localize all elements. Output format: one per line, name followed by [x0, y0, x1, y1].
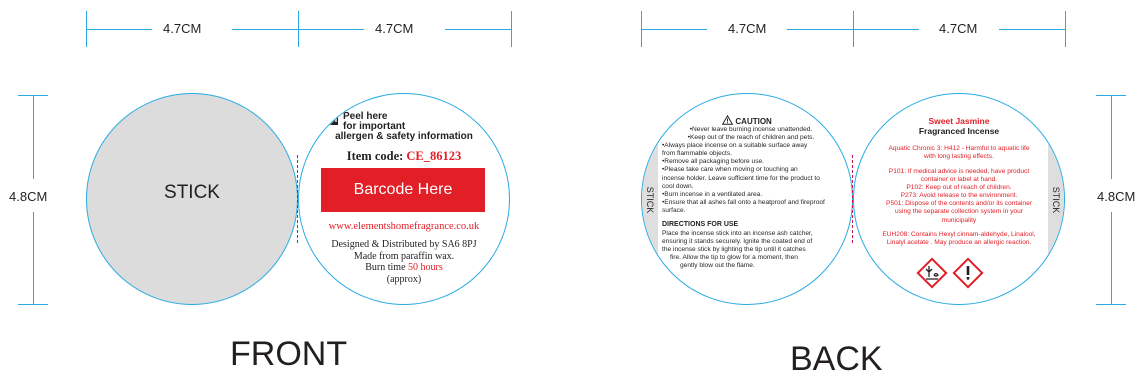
front-info-circle	[298, 93, 510, 305]
front-stick-label: STICK	[164, 182, 220, 203]
caution-line: incense holder. Leave sufficient time for the product to	[662, 174, 820, 182]
dim-line	[33, 95, 34, 179]
caution-line: •Ensure that all ashes fall onto a heatproof and fireproof	[662, 198, 825, 206]
front-stick-circle	[86, 93, 298, 305]
hazard-block-3	[866, 231, 1052, 247]
hazard-block-1	[868, 145, 1050, 161]
caution-line: •Please take care when moving or touching an	[662, 166, 798, 174]
website-text: www.elementshomefragrance.co.uk	[328, 221, 480, 232]
item-code	[299, 149, 509, 164]
stick-label-right: STICK	[1051, 186, 1061, 214]
front-width-left-label: 4.7CM	[163, 21, 202, 36]
product-info-block	[299, 239, 509, 285]
caution-line: •Keep out of the reach of children and pets.	[687, 134, 815, 142]
peel-line-1: Peel here	[343, 111, 388, 122]
back-caution-circle	[641, 93, 853, 305]
approx-text: (approx)	[386, 273, 422, 285]
dim-line	[445, 29, 511, 30]
dim-tick	[18, 304, 48, 305]
fold-line	[297, 155, 298, 243]
directions-line: the incense stick by lighting the tip until it catches	[662, 246, 806, 254]
hazard-line: container or label at hand.	[920, 176, 998, 184]
fold-line	[852, 155, 853, 243]
hazard-line: Aquatic Chronic 3: H412 - Harmful to aquatic life	[888, 145, 1030, 152]
hazard-line: P101: If medical advice is needed, have product	[888, 168, 1030, 175]
dim-line	[1111, 95, 1112, 179]
hazard-line: P273: Avoid release to the environment.	[900, 192, 1018, 200]
burn-time-value: 50 hours	[408, 262, 443, 273]
warning-icon	[722, 115, 733, 125]
front-height-label: 4.8CM	[9, 189, 48, 204]
caution-heading	[642, 115, 852, 126]
back-height-label: 4.8CM	[1097, 189, 1136, 204]
product-name: Sweet Jasmine	[928, 116, 990, 126]
caution-line: from flammable objects.	[662, 150, 732, 158]
caution-line: cool down.	[662, 182, 694, 190]
front-width-right-label: 4.7CM	[375, 21, 414, 36]
burn-time-label: Burn time	[365, 262, 406, 273]
made-from-text: Made from paraffin wax.	[353, 250, 455, 262]
dim-tick	[511, 11, 512, 47]
hazard-line: P102: Keep out of reach of children.	[906, 184, 1012, 192]
directions-line: ensuring it stands securely. Ignite the coated end of	[662, 238, 813, 246]
burn-time-text	[299, 262, 509, 274]
dim-tick	[1065, 11, 1066, 47]
dim-line	[853, 29, 919, 30]
directions-title: DIRECTIONS FOR USE	[662, 221, 739, 228]
barcode-text: Barcode Here	[353, 181, 453, 198]
hazard-line: using the separate collection system in your	[895, 208, 1023, 216]
caution-line: •Never leave burning incense unattended.	[689, 126, 813, 133]
dim-line	[86, 29, 152, 30]
peel-line-3: allergen & safety information	[335, 131, 473, 142]
hazard-block-2	[866, 168, 1052, 225]
caution-line: •Burn incense in a ventilated area.	[662, 190, 763, 198]
hazard-line: EUH208: Contains Hexyl cinnam-aldehyde, Linalool,	[882, 231, 1036, 238]
caution-list	[662, 126, 840, 215]
dim-line	[1111, 212, 1112, 304]
barcode-placeholder	[321, 168, 485, 212]
directions-line: gently blow out the flame.	[680, 262, 755, 270]
back-stick-tab-left	[642, 134, 658, 266]
dim-line	[232, 29, 298, 30]
caution-line: surface.	[662, 206, 686, 214]
caution-title: CAUTION	[735, 117, 772, 126]
caution-line: •Remove all packaging before use.	[662, 158, 765, 166]
stick-label-left: STICK	[645, 186, 655, 214]
hazard-line: Linalyl acetate . May produce an allergic reaction.	[886, 239, 1032, 247]
back-product-circle	[853, 93, 1065, 305]
dim-line	[641, 29, 707, 30]
environment-hazard-icon	[916, 257, 948, 289]
dim-line	[787, 29, 853, 30]
caution-line: •Always place incense on a suitable surface away	[662, 142, 808, 150]
directions-line: Place the incense stick into an incense ash catcher,	[662, 230, 813, 237]
dim-line	[298, 29, 364, 30]
directions-list	[662, 230, 842, 270]
dim-line	[33, 212, 34, 304]
dim-tick	[1096, 304, 1126, 305]
directions-line: fire. Allow the tip to glow for a moment, then	[670, 254, 798, 262]
designed-by-text: Designed & Distributed by SA6 8PJ	[331, 239, 477, 250]
item-code-value: CE_86123	[406, 149, 462, 163]
back-width-right-label: 4.7CM	[939, 21, 978, 36]
hazard-line: P501: Dispose of the contents and/or its container	[886, 200, 1032, 208]
front-title: FRONT	[230, 335, 348, 373]
back-width-left-label: 4.7CM	[728, 21, 767, 36]
hazard-line: with long lasting effects.	[924, 153, 994, 161]
product-type: Fragranced Incense	[918, 126, 1000, 136]
peel-line-2: for important	[343, 121, 406, 132]
hazard-line: municipality	[941, 216, 977, 224]
dim-line	[999, 29, 1065, 30]
back-title: BACK	[790, 340, 883, 378]
item-code-label: Item code:	[346, 149, 404, 163]
peel-icon	[327, 114, 338, 125]
exclamation-hazard-icon	[952, 257, 984, 289]
